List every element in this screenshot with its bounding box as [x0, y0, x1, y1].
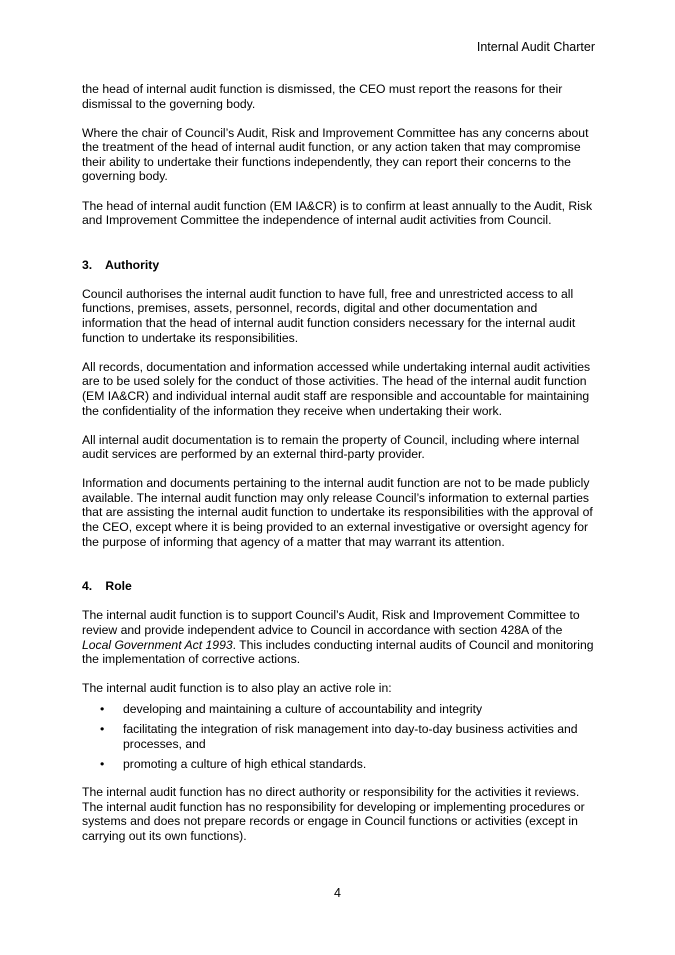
- bullet-icon: •: [100, 721, 105, 736]
- section-heading-role: [82, 579, 594, 594]
- paragraph: the head of internal audit function is dismissed, the CEO must report the reasons for their dismissal to the governing body.: [82, 82, 563, 111]
- paragraph-text: . This includes conducting internal audits of Council and monitoring the implementation of corrective actions.: [82, 637, 594, 667]
- list-item: [82, 722, 594, 751]
- list-item-text: developing and maintaining a culture of accountability and integrity: [123, 701, 483, 716]
- list-item-text: promoting a culture of high ethical standards.: [123, 756, 367, 771]
- paragraph: Where the chair of Council’s Audit, Risk and Improvement Committee has any concerns about the treatment of the head of internal audit function, or any action taken that may compromise their ability to undertake their functions independently, they can report their concerns to the governing body.: [82, 125, 589, 184]
- paragraph: All records, documentation and information accessed while undertaking internal audit activities are to be used solely for the conduct of those activities. The head of the internal audit function (EM IA&CR) and individual internal audit staff are responsible and accountable for maintaining the confidentiality of the information they receive when undertaking their work.: [82, 359, 591, 418]
- act-title: Local Government Act 1993: [82, 637, 233, 652]
- bullet-icon: •: [100, 756, 105, 771]
- list-item: [82, 757, 594, 772]
- list-item-text: facilitating the integration of risk management into day-to-day business activities and processes, and: [123, 721, 578, 751]
- section-number: 3.: [82, 257, 93, 272]
- section-title: Role: [105, 579, 132, 594]
- paragraph: [82, 608, 594, 666]
- list-item: [82, 702, 594, 717]
- bullet-icon: •: [100, 701, 105, 716]
- list-intro: The internal audit function is to also play an active role in:: [82, 681, 392, 696]
- role-list: [82, 702, 594, 771]
- paragraph: The head of internal audit function (EM IA&CR) is to confirm at least annually to the Audit, Risk and Improvement Committee the independence of internal audit activities from Council.: [82, 198, 593, 228]
- section-title: Authority: [104, 257, 160, 272]
- paragraph-text: The internal audit function is to support Council’s Audit, Risk and Improvement Committee to review and provide independent advice to Council in accordance with section 428A of the: [82, 608, 580, 637]
- page-number: 4: [334, 886, 341, 900]
- page-header-title: Internal Audit Charter: [476, 40, 595, 54]
- page-content: [82, 82, 594, 858]
- section-number: 4.: [82, 579, 93, 594]
- paragraph: The internal audit function has no direct authority or responsibility for the activities it reviews. The internal audit function has no responsibility for developing or implementing procedures or systems and does not prepare records or engage in Council functions or activities (except in carrying out its own functions).: [82, 785, 585, 843]
- section-heading-authority: [82, 258, 594, 273]
- paragraph: Information and documents pertaining to the internal audit function are not to be made publicly available. The internal audit function may only release Council’s information to external parties that are assisting the internal audit function to undertake its responsibilities with the approval of the CEO, except where it is being provided to an external investigative or oversight agency for the purpose of informing that agency of a matter that may warrant its attention.: [82, 476, 593, 549]
- paragraph: All internal audit documentation is to remain the property of Council, including where internal audit services are performed by an external third-party provider.: [82, 432, 580, 462]
- paragraph: Council authorises the internal audit function to have full, free and unrestricted access to all functions, premises, assets, personnel, records, digital and other documentation and information that the head of internal audit function considers necessary for the internal audit function to undertake its responsibilities.: [82, 286, 576, 345]
